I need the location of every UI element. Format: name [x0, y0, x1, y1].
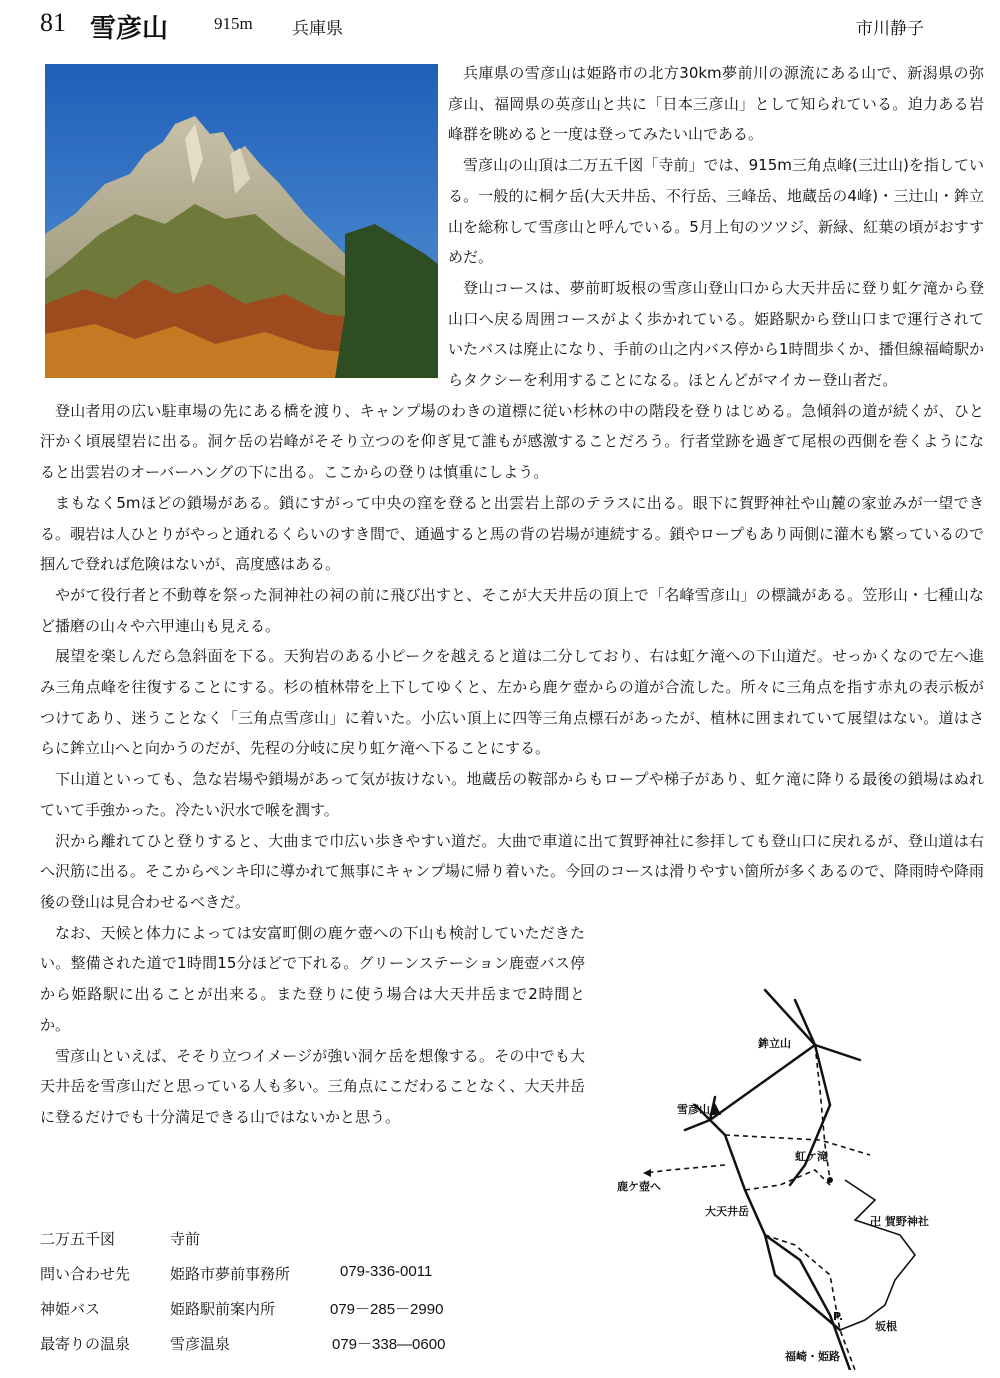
paragraph: やがて役行者と不動尊を祭った洞神社の祠の前に飛び出すと、そこが大天井岳の頂上で「名峰雪彦山」の標識がある。笠形山・七種山など播磨の山々や六甲連山も見える。	[40, 585, 984, 635]
map-label-ootenjo: 大天井岳	[705, 1205, 749, 1218]
paragraph: 登山者用の広い駐車場の先にある橋を渡り、キャンプ場のわきの道標に従い杉林の中の階段を登りはじめる。急傾斜の道が続くが、ひと汗かく頃展望岩に出る。洞ケ岳の岩峰がそそり立つのを仰ぎ見て誰もが感激することだろう。行者堂跡を過ぎて尾根の西側を巻くようになると出雲岩のオーバーハングの下に出る。ここからの登りは慎重にしよう。	[40, 401, 984, 482]
map-label-sakane: 坂根	[875, 1320, 897, 1333]
paragraph: 展望を楽しんだら急斜面を下る。天狗岩のある小ピークを越えると道は二分しており、右は虹ケ滝への下山道だ。せっかくなので左へ進み三角点峰を往復することにする。杉の植林帯を上下してゆくと、左から鹿ケ壺からの道が合流した。所々に三角点を指す赤丸の表示板がつけてあり、迷うことなく「三角点雪彦山」に着いた。小広い頂上に四等三角点標石があったが、植林に囲まれていて展望はない。道はさらに鉾立山へと向かうのだが、先程の分岐に戻り虹ケ滝へ下ることにする。	[40, 647, 984, 758]
paragraph: 雪彦山といえば、そそり立つイメージが強い洞ケ岳を想像する。その中でも大天井岳を雪彦山だと思っている人も多い。三角点にこだわることなく、大天井岳に登るだけでも十分満足できる山ではないかと思う。	[40, 1046, 585, 1126]
paragraph: 登山コースは、夢前町坂根の雪彦山登山口から大天井岳に登り虹ケ滝から登山口へ戻る周囲コースがよく歩かれている。姫路駅から登山口まで運行されていたバスは廃止になり、手前の山之内バス停から1時間歩くか、播但線福崎駅からタクシーを利用することになる。ほとんどがマイカー登山者だ。	[448, 278, 984, 390]
info-place: 姫路駅前案内所	[170, 1300, 276, 1318]
article-header	[40, 8, 970, 48]
mountain-elevation: 915m	[214, 14, 253, 33]
map-label-fukusaki: 福崎・姫路	[785, 1350, 840, 1363]
info-row	[40, 1228, 600, 1263]
photo-float-spacer	[40, 58, 448, 394]
info-place: 雪彦温泉	[170, 1335, 231, 1353]
article-title: 雪彦山	[90, 14, 169, 44]
prefecture: 兵庫県	[292, 19, 343, 39]
map-label-nijigataki: 虹ケ滝	[795, 1150, 828, 1163]
info-row	[40, 1263, 600, 1298]
info-row	[40, 1333, 600, 1368]
info-label: 二万五千図	[40, 1230, 116, 1248]
info-tel: 079-336-0011	[340, 1263, 433, 1280]
map-label-kano: 卍 賀野神社	[870, 1215, 929, 1228]
map-label-hokotate: 鉾立山	[758, 1037, 791, 1050]
author-name: 市川静子	[856, 19, 924, 39]
info-tel: 079－285－2990	[330, 1301, 444, 1318]
info-place: 姫路市夢前事務所	[170, 1265, 291, 1283]
paragraph: 雪彦山の山頂は二万五千図「寺前」では、915m三角点峰(三辻山)を指している。一般的に桐ケ岳(大天井岳、不行岳、三峰岳、地蔵岳の4峰)・三辻山・鉾立山を総称して雪彦山と呼んでいる。5月上旬のツツジ、新緑、紅葉の頃がおすすめだ。	[448, 156, 984, 267]
paragraph: なお、天候と体力によっては安富町側の鹿ケ壺への下山も検討していただきたい。整備された道で1時間15分ほどで下れる。グリーンステーション鹿壺バス停から姫路駅に出ることが出来る。また登りに使う場合は大天井岳まで2時間とか。	[40, 923, 585, 1034]
map-label-shikatsubo: 鹿ケ壺へ	[617, 1180, 661, 1193]
info-table	[40, 1228, 600, 1368]
paragraph: 下山道といっても、急な岩場や鎖場があって気が抜けない。地蔵岳の鞍部からもロープや梯子があり、虹ケ滝に降りる最後の鎖場はぬれていて手強かった。冷たい沢水で喉を潤す。	[40, 770, 984, 819]
info-tel: 079－338―0600	[332, 1336, 446, 1353]
paragraph: まもなく5mほどの鎖場がある。鎖にすがって中央の窪を登ると出雲岩上部のテラスに出る。眼下に賀野神社や山麓の家並みが一望できる。覗岩は人ひとりがやっと通れるくらいのすき間で、通過すると馬の背の岩場が連続する。鎖やロープもあり両側に灌木も繁っているので掴んで登れば危険はないが、高度感はある。	[40, 493, 984, 574]
paragraph: 沢から離れてひと登りすると、大曲まで巾広い歩きやすい道だ。大曲で車道に出て賀野神社に参拝しても登山口に戻れるが、登山道は右へ沢筋に出る。そこからペンキ印に導かれて無事にキャンプ場に帰り着いた。今回のコースは滑りやすい箇所が多くあるので、降雨時や降雨後の登山は見合わせるべきだ。	[40, 831, 984, 911]
info-label: 問い合わせ先	[40, 1265, 131, 1283]
info-label: 最寄りの温泉	[40, 1335, 131, 1353]
info-row	[40, 1298, 600, 1333]
route-map	[615, 985, 975, 1370]
map-label-setsuhiko: 雪彦山	[677, 1103, 710, 1116]
paragraph: 兵庫県の雪彦山は姫路市の北方30km夢前川の源流にある山で、新潟県の弥彦山、福岡県の英彦山と共に「日本三彦山」として知られている。迫力ある岩峰群を眺めると一度は登ってみたい山である。	[448, 64, 984, 144]
map-label-parking: P.	[833, 1310, 844, 1323]
info-label: 神姫バス	[40, 1300, 101, 1318]
article-number: 81	[40, 8, 66, 37]
info-place: 寺前	[170, 1230, 201, 1248]
map-float-offset	[984, 58, 985, 933]
